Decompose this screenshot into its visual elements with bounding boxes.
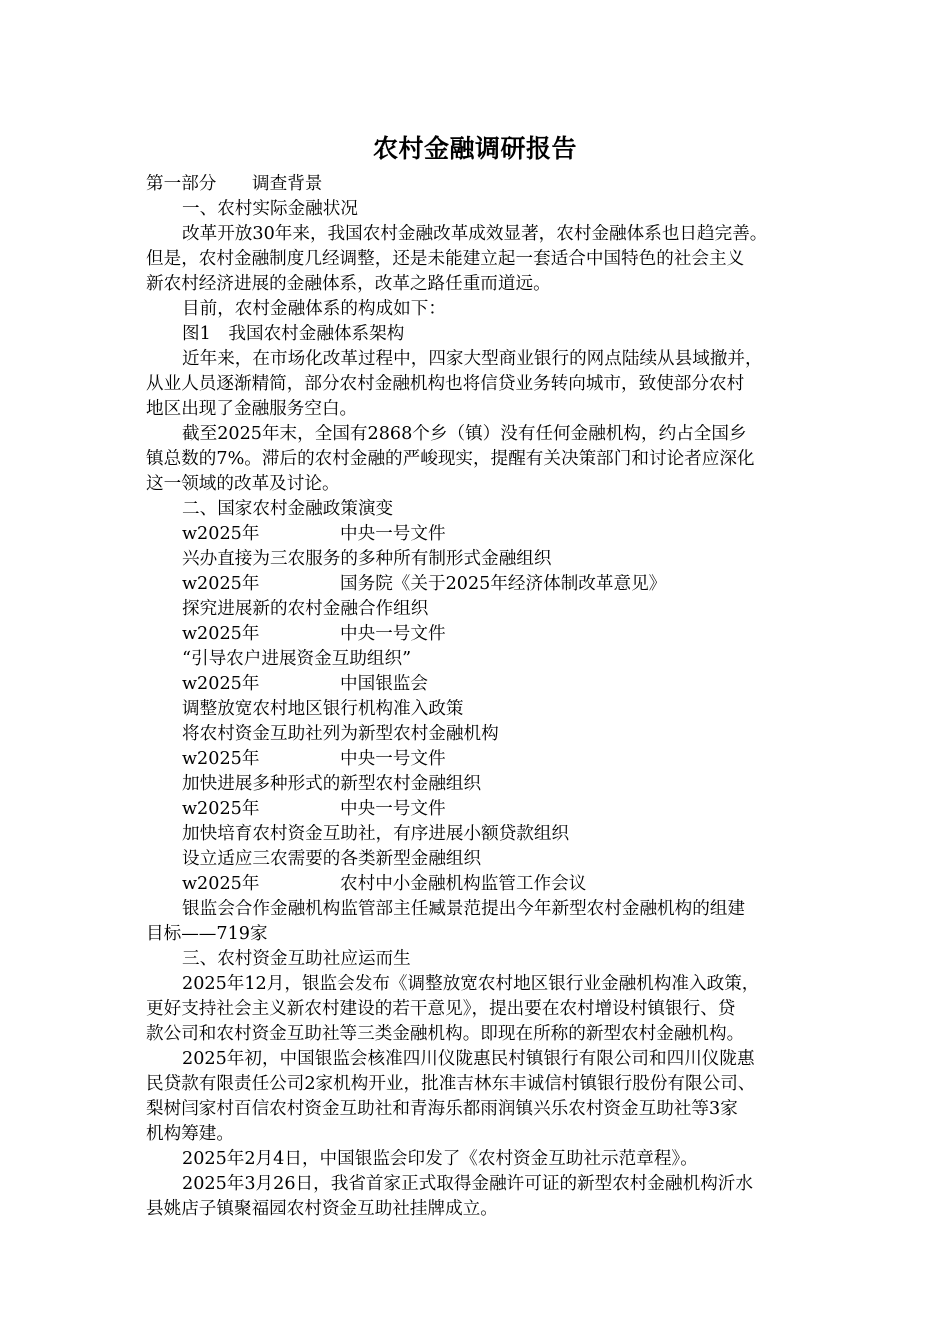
policy-note: 设立适应三农需要的各类新型金融组织 [182, 849, 482, 869]
paragraph-line: 目前，农村金融体系的构成如下： [182, 299, 446, 319]
paragraph-line: 民贷款有限责任公司2家机构开业，批准吉林东丰诚信村镇银行股份有限公司、 [146, 1074, 756, 1094]
paragraph-line: 目标——719家 [146, 924, 268, 944]
paragraph-line: 镇总数的7%。滞后的农村金融的严峻现实，提醒有关决策部门和讨论者应深化 [146, 449, 755, 469]
policy-entry [146, 872, 806, 897]
policy-note: 探究进展新的农村金融合作组织 [182, 599, 429, 619]
policy-entry [146, 672, 806, 697]
policy-entry [146, 747, 806, 772]
policy-source: 中国银监会 [340, 674, 428, 694]
document-body [146, 172, 806, 1222]
paragraph-line: 改革开放30年来，我国农村金融改革成效显著，农村金融体系也日趋完善。 [182, 224, 768, 244]
paragraph-line: 梨树闫家村百信农村资金互助社和青海乐都雨润镇兴乐农村资金互助社等3家 [146, 1099, 738, 1119]
policy-source: 国务院《关于2025年经济体制改革意见》 [340, 574, 667, 594]
policy-note: 加快培育农村资金互助社，有序进展小额贷款组织 [182, 824, 570, 844]
policy-year: w2025年 [182, 624, 260, 644]
paragraph-line: 机构筹建。 [146, 1124, 234, 1144]
policy-year: w2025年 [182, 524, 260, 544]
paragraph-line: 2025年初，中国银监会核准四川仪陇惠民村镇银行有限公司和四川仪陇惠 [182, 1049, 755, 1069]
policy-source: 中央一号文件 [340, 524, 446, 544]
paragraph-line: 但是，农村金融制度几经调整，还是未能建立起一套适合中国特色的社会主义 [146, 249, 745, 269]
paragraph-line: 款公司和农村资金互助社等三类金融机构。即现在所称的新型农村金融机构。 [146, 1024, 745, 1044]
policy-year: w2025年 [182, 799, 260, 819]
section-heading: 一、农村实际金融状况 [182, 199, 358, 219]
paragraph-line: 县姚店子镇聚福园农村资金互助社挂牌成立。 [146, 1199, 498, 1219]
paragraph-line: 新农村经济进展的金融体系，改革之路任重而道远。 [146, 274, 551, 294]
policy-year: w2025年 [182, 749, 260, 769]
policy-note: 调整放宽农村地区银行机构准入政策 [182, 699, 464, 719]
policy-year: w2025年 [182, 574, 260, 594]
policy-note: 兴办直接为三农服务的多种所有制形式金融组织 [182, 549, 552, 569]
policy-entry [146, 797, 806, 822]
paragraph-line: 近年来，在市场化改革过程中，四家大型商业银行的网点陆续从县域撤并， [182, 349, 763, 369]
paragraph-line: 地区出现了金融服务空白。 [146, 399, 358, 419]
paragraph-line: 更好支持社会主义新农村建设的若干意见》，提出要在农村增设村镇银行、贷 [146, 999, 736, 1019]
part-label: 第一部分 [146, 174, 217, 194]
policy-note: 将农村资金互助社列为新型农村金融机构 [182, 724, 499, 744]
section-heading: 二、国家农村金融政策演变 [182, 499, 394, 519]
part-title: 调查背景 [252, 174, 323, 194]
policy-note: “引导农户进展资金互助组织” [182, 649, 412, 669]
policy-year: w2025年 [182, 674, 260, 694]
policy-entry [146, 572, 806, 597]
page-title: 农村金融调研报告 [372, 134, 577, 163]
paragraph-line: 2025年3月26日，我省首家正式取得金融许可证的新型农村金融机构沂水 [182, 1174, 753, 1194]
policy-source: 中央一号文件 [340, 624, 446, 644]
part-heading [146, 172, 806, 197]
section-heading: 三、农村资金互助社应运而生 [182, 949, 411, 969]
paragraph-line: 这一领域的改革及讨论。 [146, 474, 340, 494]
paragraph-line: 2025年12月，银监会发布《调整放宽农村地区银行业金融机构准入政策， [182, 974, 760, 994]
paragraph-line: 截至2025年末，全国有2868个乡（镇）没有任何金融机构，约占全国乡 [182, 424, 747, 444]
policy-source: 中央一号文件 [340, 799, 446, 819]
paragraph-line: 从业人员逐渐精简，部分农村金融机构也将信贷业务转向城市，致使部分农村 [146, 374, 745, 394]
policy-year: w2025年 [182, 874, 260, 894]
policy-entry [146, 622, 806, 647]
policy-entry [146, 522, 806, 547]
paragraph-line: 2025年2月4日，中国银监会印发了《农村资金互助社示范章程》。 [182, 1149, 698, 1169]
policy-source: 农村中小金融机构监管工作会议 [340, 874, 587, 894]
policy-source: 中央一号文件 [340, 749, 446, 769]
figure-caption: 图1 我国农村金融体系架构 [182, 324, 405, 344]
paragraph-line: 银监会合作金融机构监管部主任臧景范提出今年新型农村金融机构的组建 [182, 899, 746, 919]
policy-note: 加快进展多种形式的新型农村金融组织 [182, 774, 482, 794]
